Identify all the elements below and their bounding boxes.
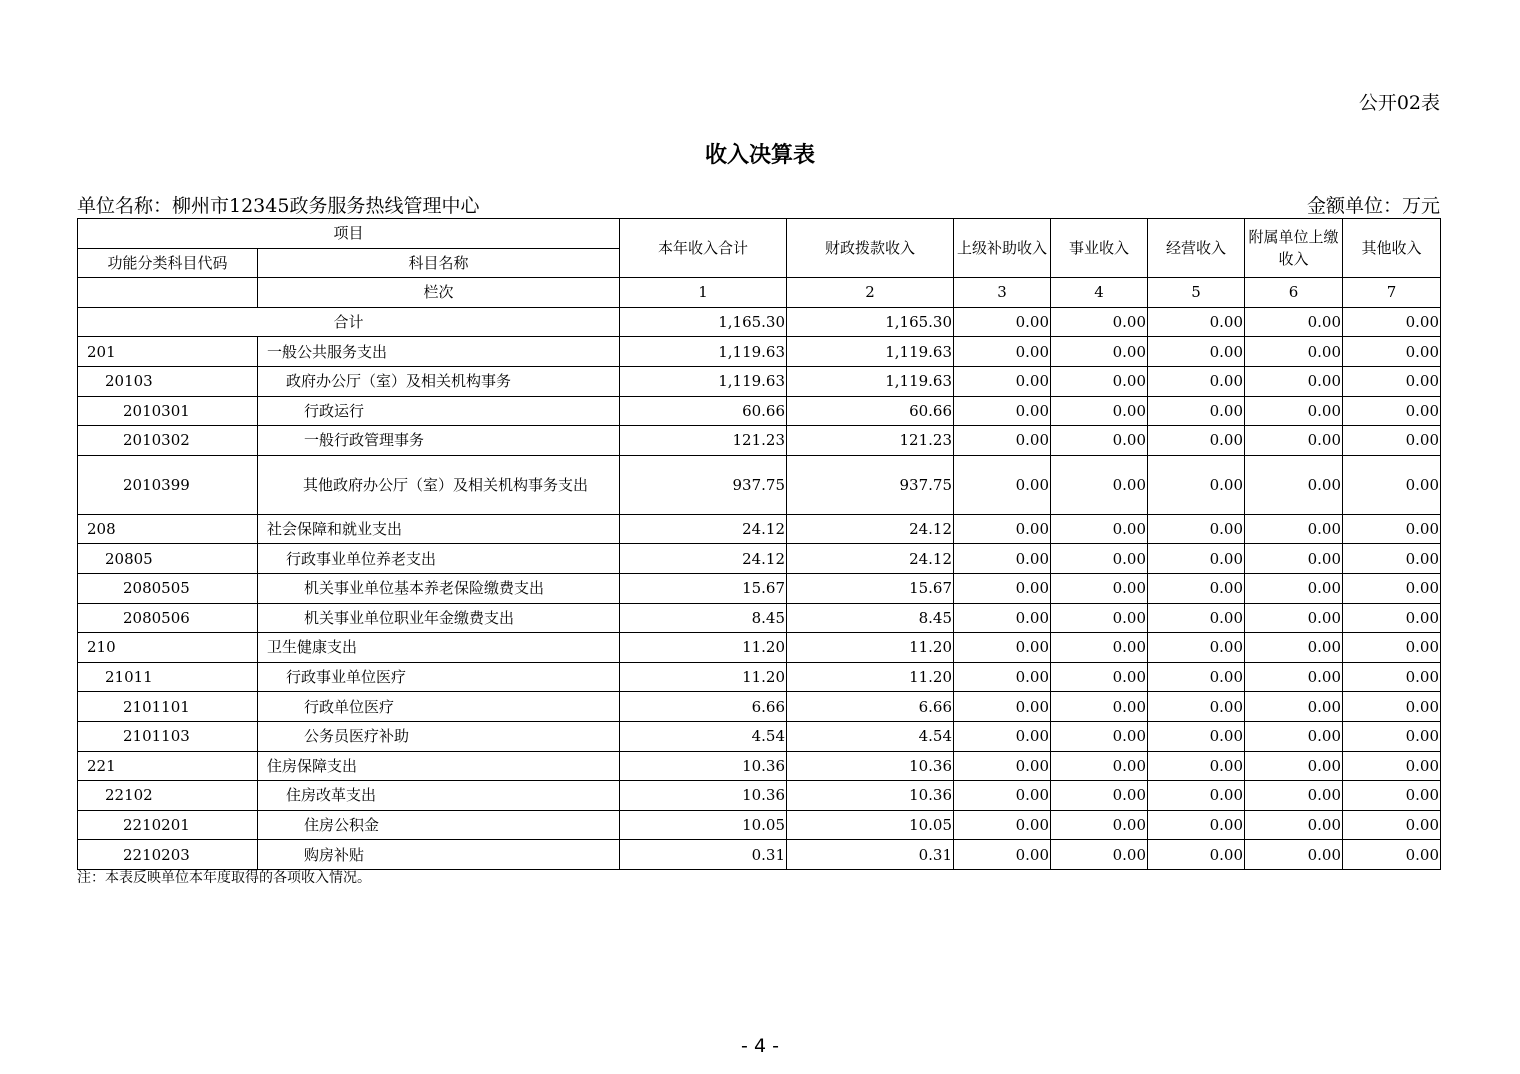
amount-cell: 0.00 [1051, 751, 1148, 781]
amount-cell: 10.36 [787, 751, 954, 781]
form-code: 公开02表 [1358, 92, 1440, 114]
amount-cell: 121.23 [620, 426, 787, 456]
table-row [78, 544, 1441, 574]
header-col-5: 经营收入 [1148, 219, 1245, 278]
amount-cell: 0.00 [1245, 751, 1343, 781]
header-code: 功能分类科目代码 [78, 248, 258, 278]
subject-name: 一般行政管理事务 [258, 426, 620, 456]
amount-cell: 0.00 [1245, 810, 1343, 840]
subject-code: 20103 [78, 366, 258, 396]
header-lanci: 栏次 [258, 278, 620, 308]
table-row [78, 840, 1441, 870]
subject-code: 2010301 [78, 396, 258, 426]
amount-cell: 0.00 [1343, 573, 1441, 603]
amount-cell: 0.00 [1051, 337, 1148, 367]
table-row [78, 810, 1441, 840]
amount-cell: 0.00 [1148, 573, 1245, 603]
amount-cell: 0.00 [1343, 781, 1441, 811]
subject-code: 2080506 [78, 603, 258, 633]
amount-cell: 0.00 [954, 426, 1051, 456]
unit-name: 单位名称：柳州市12345政务服务热线管理中心 [77, 195, 480, 217]
subject-code: 2010399 [78, 455, 258, 514]
amount-cell: 0.00 [1343, 426, 1441, 456]
col-num-7: 7 [1343, 278, 1441, 308]
amount-cell: 0.00 [1051, 692, 1148, 722]
amount-cell: 0.00 [1051, 396, 1148, 426]
subject-name: 其他政府办公厅（室）及相关机构事务支出 [258, 455, 620, 514]
subject-code: 2210203 [78, 840, 258, 870]
table-body [78, 307, 1441, 869]
amount-cell: 0.00 [1148, 781, 1245, 811]
subject-code: 22102 [78, 781, 258, 811]
subject-name: 购房补贴 [258, 840, 620, 870]
amount-cell: 0.00 [1051, 662, 1148, 692]
amount-cell: 1,119.63 [620, 366, 787, 396]
amount-cell: 0.00 [1343, 633, 1441, 663]
table-header [78, 219, 1441, 308]
amount-cell: 24.12 [787, 514, 954, 544]
total-value: 0.00 [1148, 307, 1245, 337]
subject-name: 机关事业单位职业年金缴费支出 [258, 603, 620, 633]
amount-cell: 0.00 [1245, 840, 1343, 870]
amount-cell: 0.00 [1051, 426, 1148, 456]
total-value: 1,165.30 [787, 307, 954, 337]
amount-cell: 24.12 [620, 514, 787, 544]
subject-name: 行政单位医疗 [258, 692, 620, 722]
amount-cell: 0.00 [1245, 455, 1343, 514]
amount-cell: 0.00 [1148, 721, 1245, 751]
col-num-5: 5 [1148, 278, 1245, 308]
amount-cell: 0.00 [954, 514, 1051, 544]
amount-cell: 0.00 [954, 455, 1051, 514]
amount-cell: 0.00 [1148, 810, 1245, 840]
amount-cell: 0.00 [954, 633, 1051, 663]
amount-cell: 0.00 [1245, 573, 1343, 603]
amount-cell: 0.00 [1148, 426, 1245, 456]
subject-name: 公务员医疗补助 [258, 721, 620, 751]
total-value: 0.00 [1245, 307, 1343, 337]
amount-cell: 1,119.63 [620, 337, 787, 367]
table-row [78, 603, 1441, 633]
col-num-4: 4 [1051, 278, 1148, 308]
amount-cell: 0.00 [1051, 633, 1148, 663]
table-row [78, 366, 1441, 396]
amount-cell: 8.45 [620, 603, 787, 633]
amount-cell: 0.00 [1148, 751, 1245, 781]
subject-code: 21011 [78, 662, 258, 692]
amount-cell: 10.36 [620, 781, 787, 811]
amount-cell: 15.67 [787, 573, 954, 603]
amount-cell: 0.00 [1051, 810, 1148, 840]
total-value: 0.00 [954, 307, 1051, 337]
amount-cell: 0.00 [954, 692, 1051, 722]
amount-cell: 0.00 [1051, 366, 1148, 396]
amount-cell: 0.00 [954, 396, 1051, 426]
amount-cell: 10.05 [787, 810, 954, 840]
amount-cell: 0.31 [787, 840, 954, 870]
subject-name: 一般公共服务支出 [258, 337, 620, 367]
subject-code: 20805 [78, 544, 258, 574]
subject-code: 2101101 [78, 692, 258, 722]
amount-cell: 0.00 [1148, 337, 1245, 367]
subject-code: 210 [78, 633, 258, 663]
header-lanci-blank [78, 278, 258, 308]
total-value: 0.00 [1051, 307, 1148, 337]
amount-cell: 11.20 [787, 633, 954, 663]
subject-name: 机关事业单位基本养老保险缴费支出 [258, 573, 620, 603]
amount-cell: 0.00 [1343, 840, 1441, 870]
header-col-1: 本年收入合计 [620, 219, 787, 278]
amount-cell: 0.00 [1148, 455, 1245, 514]
subject-name: 行政事业单位医疗 [258, 662, 620, 692]
amount-cell: 937.75 [620, 455, 787, 514]
amount-cell: 0.00 [1245, 337, 1343, 367]
amount-cell: 0.00 [954, 781, 1051, 811]
amount-cell: 0.00 [1343, 366, 1441, 396]
subject-name: 政府办公厅（室）及相关机构事务 [258, 366, 620, 396]
amount-cell: 0.00 [1051, 455, 1148, 514]
amount-cell: 0.00 [1148, 544, 1245, 574]
amount-cell: 0.00 [1051, 603, 1148, 633]
amount-cell: 0.00 [1245, 633, 1343, 663]
total-label: 合计 [78, 307, 620, 337]
subject-code: 2210201 [78, 810, 258, 840]
amount-cell: 0.00 [1245, 366, 1343, 396]
amount-cell: 0.00 [1051, 781, 1148, 811]
amount-cell: 0.00 [1343, 514, 1441, 544]
amount-cell: 0.00 [1343, 603, 1441, 633]
amount-cell: 0.00 [1245, 721, 1343, 751]
amount-cell: 0.00 [1343, 396, 1441, 426]
total-value: 0.00 [1343, 307, 1441, 337]
amount-cell: 0.00 [1343, 455, 1441, 514]
table-row [78, 781, 1441, 811]
amount-cell: 0.00 [1343, 337, 1441, 367]
subject-code: 2101103 [78, 721, 258, 751]
amount-cell: 0.00 [1245, 544, 1343, 574]
amount-cell: 11.20 [620, 662, 787, 692]
table-row [78, 633, 1441, 663]
subject-name: 卫生健康支出 [258, 633, 620, 663]
amount-cell: 0.00 [954, 751, 1051, 781]
amount-cell: 10.36 [620, 751, 787, 781]
amount-cell: 10.36 [787, 781, 954, 811]
amount-cell: 937.75 [787, 455, 954, 514]
amount-cell: 4.54 [620, 721, 787, 751]
amount-cell: 0.00 [1245, 426, 1343, 456]
amount-cell: 60.66 [620, 396, 787, 426]
amount-cell: 0.00 [1148, 396, 1245, 426]
amount-cell: 0.00 [1148, 603, 1245, 633]
amount-cell: 0.00 [1051, 544, 1148, 574]
amount-cell: 0.00 [1148, 633, 1245, 663]
col-num-2: 2 [787, 278, 954, 308]
amount-cell: 121.23 [787, 426, 954, 456]
page-number: - 4 - [741, 1035, 779, 1057]
amount-cell: 0.00 [954, 337, 1051, 367]
amount-cell: 0.00 [1245, 514, 1343, 544]
amount-cell: 0.00 [1343, 662, 1441, 692]
amount-cell: 11.20 [787, 662, 954, 692]
subject-name: 住房保障支出 [258, 751, 620, 781]
amount-cell: 0.00 [954, 810, 1051, 840]
amount-cell: 24.12 [787, 544, 954, 574]
table-row [78, 396, 1441, 426]
amount-cell: 0.00 [954, 573, 1051, 603]
subject-name: 行政事业单位养老支出 [258, 544, 620, 574]
amount-cell: 0.00 [1148, 662, 1245, 692]
col-num-6: 6 [1245, 278, 1343, 308]
amount-cell: 6.66 [620, 692, 787, 722]
amount-cell: 0.00 [1051, 514, 1148, 544]
subject-name: 社会保障和就业支出 [258, 514, 620, 544]
table-note: 注：本表反映单位本年度取得的各项收入情况。 [77, 870, 371, 886]
table-row [78, 751, 1441, 781]
total-value: 1,165.30 [620, 307, 787, 337]
amount-cell: 0.00 [1343, 810, 1441, 840]
header-col-7: 其他收入 [1343, 219, 1441, 278]
amount-cell: 0.31 [620, 840, 787, 870]
amount-cell: 60.66 [787, 396, 954, 426]
amount-cell: 15.67 [620, 573, 787, 603]
subject-name: 住房公积金 [258, 810, 620, 840]
table-row [78, 662, 1441, 692]
table-row [78, 721, 1441, 751]
page-title: 收入决算表 [704, 143, 815, 168]
amount-cell: 11.20 [620, 633, 787, 663]
amount-cell: 0.00 [1343, 692, 1441, 722]
amount-cell: 0.00 [1245, 396, 1343, 426]
amount-cell: 0.00 [954, 603, 1051, 633]
amount-cell: 0.00 [1343, 751, 1441, 781]
amount-cell: 0.00 [1051, 721, 1148, 751]
subject-code: 2010302 [78, 426, 258, 456]
subject-code: 208 [78, 514, 258, 544]
header-col-3: 上级补助收入 [954, 219, 1051, 278]
amount-cell: 0.00 [954, 544, 1051, 574]
amount-unit: 金额单位：万元 [1306, 195, 1440, 217]
amount-cell: 0.00 [954, 662, 1051, 692]
table-row [78, 692, 1441, 722]
amount-cell: 4.54 [787, 721, 954, 751]
income-table [77, 218, 1441, 870]
table-row [78, 573, 1441, 603]
header-project: 项目 [78, 219, 620, 249]
table-row [78, 426, 1441, 456]
amount-cell: 0.00 [954, 721, 1051, 751]
subject-name: 行政运行 [258, 396, 620, 426]
header-col-4: 事业收入 [1051, 219, 1148, 278]
subject-code: 2080505 [78, 573, 258, 603]
amount-cell: 0.00 [1148, 514, 1245, 544]
amount-cell: 10.05 [620, 810, 787, 840]
amount-cell: 0.00 [1245, 692, 1343, 722]
amount-cell: 0.00 [1051, 573, 1148, 603]
header-col-2: 财政拨款收入 [787, 219, 954, 278]
total-row [78, 307, 1441, 337]
header-name: 科目名称 [258, 248, 620, 278]
amount-cell: 0.00 [1245, 603, 1343, 633]
subject-name: 住房改革支出 [258, 781, 620, 811]
amount-cell: 0.00 [1051, 840, 1148, 870]
amount-cell: 0.00 [954, 366, 1051, 396]
amount-cell: 0.00 [1148, 366, 1245, 396]
amount-cell: 0.00 [1343, 721, 1441, 751]
table-row [78, 337, 1441, 367]
amount-cell: 0.00 [1245, 781, 1343, 811]
amount-cell: 1,119.63 [787, 337, 954, 367]
amount-cell: 0.00 [1245, 662, 1343, 692]
col-num-1: 1 [620, 278, 787, 308]
table-row [78, 455, 1441, 514]
amount-cell: 0.00 [1148, 840, 1245, 870]
amount-cell: 24.12 [620, 544, 787, 574]
table-row [78, 514, 1441, 544]
amount-cell: 0.00 [1343, 544, 1441, 574]
amount-cell: 0.00 [1148, 692, 1245, 722]
amount-cell: 8.45 [787, 603, 954, 633]
amount-cell: 0.00 [954, 840, 1051, 870]
amount-cell: 6.66 [787, 692, 954, 722]
subject-code: 221 [78, 751, 258, 781]
amount-cell: 1,119.63 [787, 366, 954, 396]
header-col-6: 附属单位上缴收入 [1245, 219, 1343, 278]
col-num-3: 3 [954, 278, 1051, 308]
subject-code: 201 [78, 337, 258, 367]
